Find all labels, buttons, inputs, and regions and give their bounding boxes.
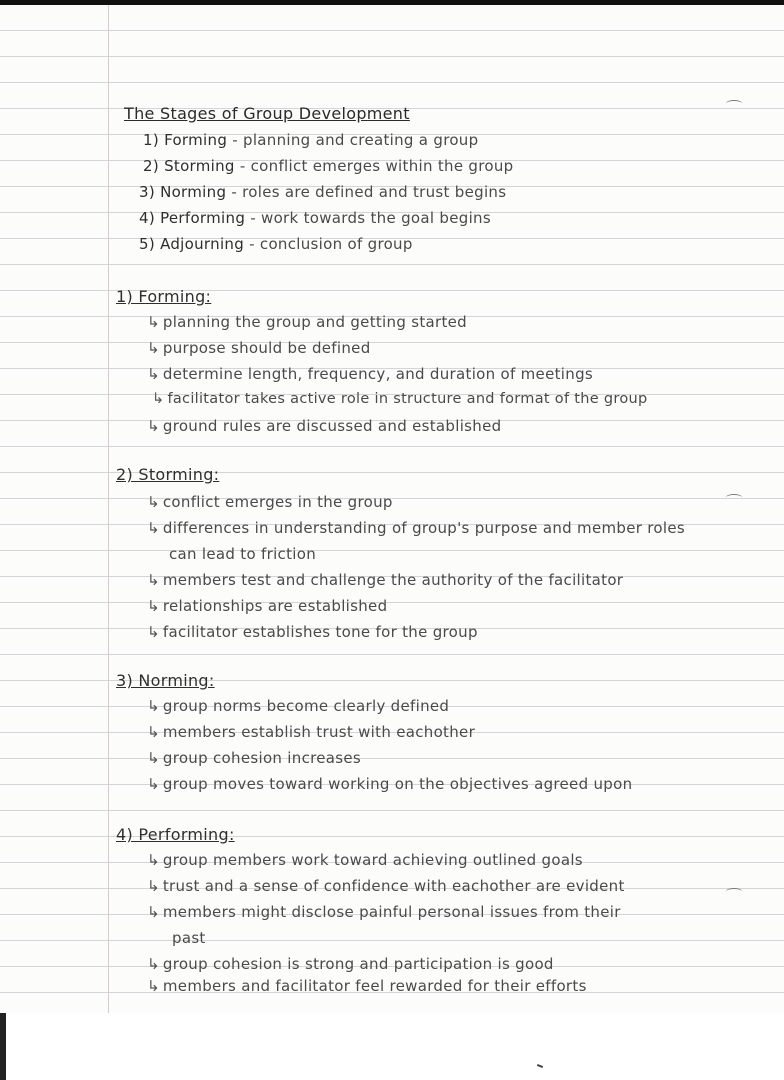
bullet-item: [147, 493, 393, 511]
overview-item: [139, 235, 413, 253]
arrow-bullet-icon: ↳: [147, 493, 160, 511]
bullet-text: group members work toward achieving outlined goals: [162, 851, 583, 869]
bullet-item: [147, 597, 387, 615]
arrow-bullet-icon: ↳: [147, 519, 160, 537]
section-heading: 4) Performing:: [116, 825, 235, 844]
overview-term: 2) Storming: [143, 157, 235, 175]
arrow-bullet-icon: ↳: [147, 955, 160, 973]
arrow-bullet-icon: ↳: [147, 877, 160, 895]
bullet-text: ground rules are discussed and established: [162, 417, 502, 435]
overview-term: 3) Norming: [139, 183, 227, 201]
bullet-item: [147, 977, 587, 995]
bullet-item: [147, 417, 501, 435]
bullet-continuation: past: [172, 929, 206, 947]
arrow-bullet-icon: ↳: [147, 697, 160, 715]
overview-item: [139, 183, 506, 201]
overview-item: [143, 131, 478, 149]
bullet-item: [147, 775, 632, 793]
arrow-bullet-icon: ↳: [147, 313, 160, 331]
bullet-item: [147, 623, 478, 641]
overview-item: [143, 157, 514, 175]
bullet-item: [147, 313, 467, 331]
bullet-text: members and facilitator feel rewarded for their efforts: [162, 977, 587, 995]
bullet-item: [147, 519, 685, 537]
arrow-bullet-icon: ↳: [147, 749, 160, 767]
bullet-text: planning the group and getting started: [162, 313, 468, 331]
arrow-bullet-icon: ↳: [147, 723, 160, 741]
bullet-text: facilitator establishes tone for the group: [162, 623, 478, 641]
bullet-item: [147, 955, 554, 973]
page-title: The Stages of Group Development: [124, 104, 410, 123]
overview-item: [139, 209, 491, 227]
bullet-text: group norms become clearly defined: [162, 697, 450, 715]
overview-term: 5) Adjourning: [139, 235, 245, 253]
bullet-text: group cohesion increases: [162, 749, 362, 767]
arrow-bullet-icon: ↳: [147, 339, 160, 357]
overview-desc: - work towards the goal begins: [250, 209, 491, 227]
overview-term: 4) Performing: [139, 209, 246, 227]
section-heading: 1) Forming:: [116, 287, 212, 306]
overview-desc: - conclusion of group: [249, 235, 413, 253]
overview-desc: - roles are defined and trust begins: [231, 183, 507, 201]
bullet-text: determine length, frequency, and duration of meetings: [162, 365, 594, 383]
bullet-text: members test and challenge the authority of the facilitator: [162, 571, 624, 589]
arrow-bullet-icon: ↳: [147, 851, 160, 869]
arrow-bullet-icon: ↳: [147, 417, 160, 435]
bullet-text: trust and a sense of confidence with eachother are evident: [162, 877, 625, 895]
bullet-item: [152, 391, 648, 407]
overview-desc: - conflict emerges within the group: [239, 157, 514, 175]
arrow-bullet-icon: ↳: [147, 571, 160, 589]
scan-bottom-strip: [0, 1013, 784, 1080]
margin-line: [108, 5, 109, 1013]
bullet-text: facilitator takes active role in structure and format of the group: [167, 391, 648, 407]
bullet-text: differences in understanding of group's purpose and member roles: [162, 519, 685, 537]
bullet-item: [147, 903, 621, 921]
binder-hole-mark: [726, 100, 742, 107]
overview-desc: - planning and creating a group: [232, 131, 479, 149]
arrow-bullet-icon: ↳: [147, 597, 160, 615]
bullet-item: [147, 851, 583, 869]
arrow-bullet-icon: ↳: [152, 391, 165, 407]
bullet-text: conflict emerges in the group: [162, 493, 393, 511]
overview-term: 1) Forming: [143, 131, 228, 149]
bullet-text: purpose should be defined: [162, 339, 371, 357]
bullet-item: [147, 877, 625, 895]
binder-hole-mark: [726, 888, 742, 895]
bullet-item: [147, 339, 371, 357]
arrow-bullet-icon: ↳: [147, 365, 160, 383]
bullet-continuation: can lead to friction: [169, 545, 317, 563]
bullet-text: members establish trust with eachother: [162, 723, 476, 741]
bullet-item: [147, 571, 623, 589]
scan-border-left: [0, 1013, 6, 1080]
arrow-bullet-icon: ↳: [147, 775, 160, 793]
bullet-text: relationships are established: [162, 597, 388, 615]
bullet-text: group moves toward working on the objectives agreed upon: [162, 775, 633, 793]
bullet-item: [147, 723, 475, 741]
arrow-bullet-icon: ↳: [147, 623, 160, 641]
bullet-text: members might disclose painful personal issues from their: [162, 903, 621, 921]
bullet-text: group cohesion is strong and participation is good: [162, 955, 554, 973]
arrow-bullet-icon: ↳: [147, 903, 160, 921]
bullet-item: [147, 749, 361, 767]
section-heading: 2) Storming:: [116, 465, 220, 484]
section-heading: 3) Norming:: [116, 671, 215, 690]
bullet-item: [147, 365, 593, 383]
arrow-bullet-icon: ↳: [147, 977, 160, 995]
binder-hole-mark: [726, 494, 742, 501]
bullet-item: [147, 697, 449, 715]
